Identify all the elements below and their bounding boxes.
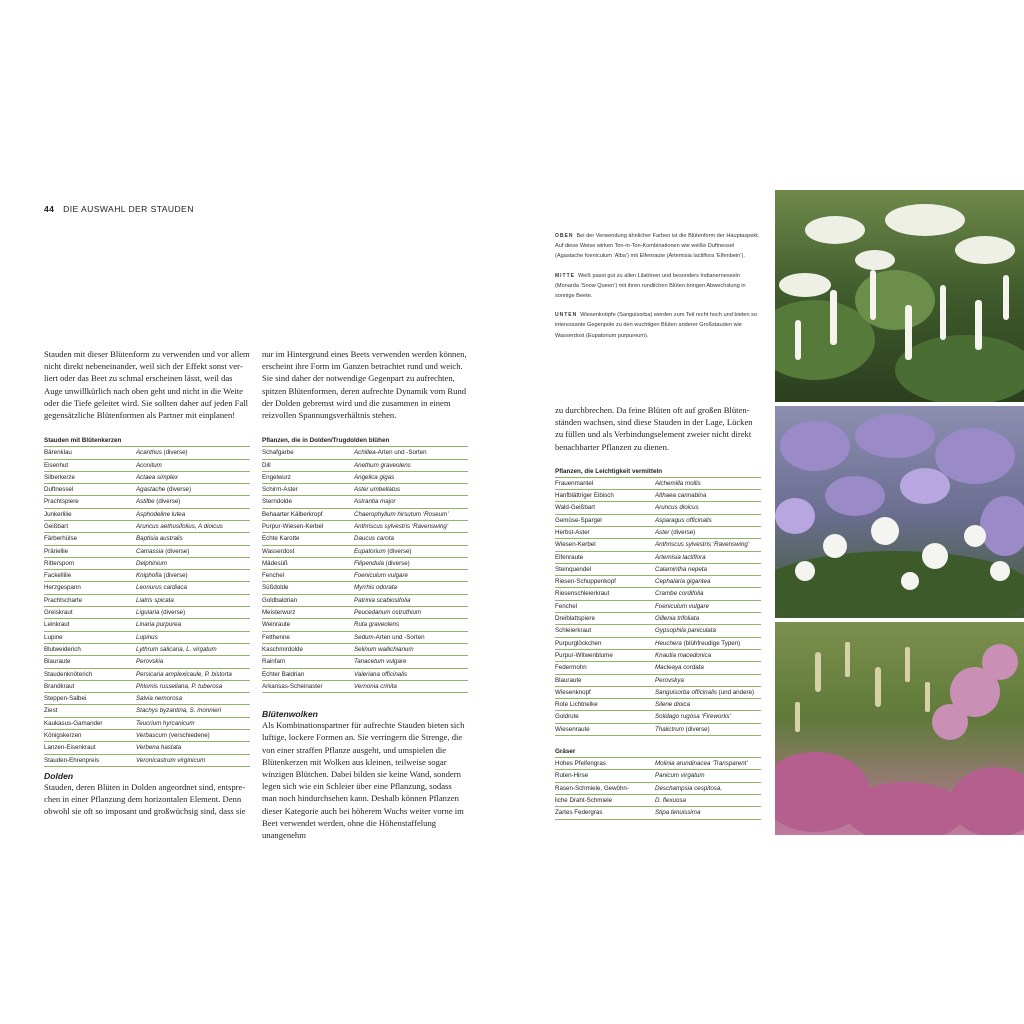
subheading-bluetenwolken: Blütenwolken (262, 709, 318, 720)
common-name: Zartes Federgras (555, 809, 603, 817)
common-name: Duftnessel (44, 486, 74, 494)
common-name: Stauden-Ehrenpreis (44, 756, 100, 764)
botanical-name: Foeniculum vulgare (354, 572, 408, 580)
botanical-name: Liatris spicata (136, 596, 174, 604)
table-row (262, 618, 468, 630)
common-name: Präriellie (44, 547, 69, 555)
botanical-name: Foeniculum vulgare (655, 602, 709, 610)
common-name: Brandkraut (44, 682, 75, 690)
botanical-name: Stipa tenuissima (655, 809, 701, 817)
table-row (555, 723, 761, 736)
chapter-title: DIE AUSWAHL DER STAUDEN (63, 204, 194, 214)
common-name: Fenchel (555, 602, 578, 610)
common-name: Steinquendel (555, 565, 592, 573)
table-title: Pflanzen, die in Dolden/Trugdolden blühen (262, 437, 390, 445)
table-row (555, 806, 761, 819)
botanical-name: Ruta graveolens (354, 621, 400, 629)
table-row (44, 520, 250, 532)
body-paragraph: zu durchbrechen. Da feine Blüten oft auf großen Blütenständen wachsen, sind diese Stauden in der Lage, Lücken zu füllen und als Verbindungselement zweier nicht direkt benachbarter Pflanzen zu dienen. (555, 405, 753, 452)
common-name: Wald-Geißbart (555, 504, 595, 512)
common-name: Echte Karotte (262, 535, 300, 543)
table-row (44, 655, 250, 667)
table-row (44, 532, 250, 544)
common-name: Wiesenraute (555, 725, 590, 733)
botanical-name: Perovskia (136, 658, 164, 666)
common-name: Schleierkraut (555, 627, 592, 635)
common-name: Elfenraute (555, 553, 584, 561)
table-row (555, 782, 761, 794)
plant-table-graeser (555, 746, 761, 819)
botanical-name: Aster umbellatus (354, 486, 401, 494)
table-row (555, 757, 761, 769)
table-row (262, 655, 468, 667)
botanical-name: Macleaya cordata (655, 664, 704, 672)
botanical-name: Lupinus (136, 633, 158, 641)
table-row (262, 643, 468, 655)
table-row (555, 686, 761, 698)
plant-table-dolden (262, 435, 468, 693)
common-name: Blauraute (555, 676, 582, 684)
botanical-name: Baptisia australis (136, 535, 183, 543)
column-2 (262, 348, 468, 841)
table-row (44, 545, 250, 557)
botanical-name: Panicum virgatum (655, 772, 705, 780)
table-row (44, 483, 250, 495)
common-name: Sterndolde (262, 498, 292, 506)
botanical-name: D. flexuosa (655, 796, 686, 804)
botanical-name: Salvia nemorosa (136, 695, 183, 703)
common-name: Schirm-Aster (262, 486, 298, 494)
table-row (262, 606, 468, 618)
botanical-name: Daucus carota (354, 535, 394, 543)
table-row (262, 508, 468, 520)
table-row (555, 489, 761, 501)
botanical-name: Solidago rugosa ‘Fireworks’ (655, 713, 732, 721)
common-name: Blutweiderich (44, 645, 81, 653)
common-name: Ruten-Hirse (555, 772, 589, 780)
page-number: 44 (44, 204, 55, 214)
table-row (555, 649, 761, 661)
botanical-name: Sedum-Arten und -Sorten (354, 633, 425, 641)
table-row (44, 594, 250, 606)
common-name: Riesenschleierkraut (555, 590, 610, 598)
botanical-name: Aruncus aethusifolius, A dioicus (136, 523, 223, 530)
botanical-name: Phlomis russeliana, P. tuberosa (136, 682, 223, 690)
common-name: Ziest (44, 707, 58, 715)
botanical-name: Myrrhis odorata (354, 584, 397, 592)
botanical-name: Anthriscus sylvestris ‘Ravenswing’ (354, 523, 449, 530)
botanical-name: Thalictrum (diverse) (655, 725, 710, 733)
common-name: Mädesüß (262, 559, 288, 567)
table-row (44, 459, 250, 471)
table-row (44, 692, 250, 704)
common-name: Bärenklau (44, 449, 72, 457)
botanical-name: Crambe cordifolia (655, 590, 704, 598)
table-row (555, 710, 761, 722)
table-row (44, 741, 250, 753)
botanical-name: Chaerophyllum hirsutum ‘Roseum’ (354, 510, 449, 518)
table-row (262, 668, 468, 680)
common-name: Greiskraut (44, 609, 73, 617)
table-row (262, 459, 468, 471)
botanical-name: Cephalaria gigantea (655, 578, 711, 586)
common-name: Wiesen-Kerbel (555, 541, 596, 549)
table-row (555, 563, 761, 575)
table-row (262, 520, 468, 532)
table-row (44, 754, 250, 767)
botanical-name: Calamintha nepeta (655, 565, 707, 573)
botanical-name: Camassia (diverse) (136, 547, 190, 555)
table-row (44, 606, 250, 618)
table-row (555, 624, 761, 636)
table-row (262, 483, 468, 495)
botanical-name: Tanacetum vulgare (354, 658, 407, 666)
botanical-name: Gypsophila paniculata (655, 627, 716, 635)
table-row (555, 637, 761, 649)
common-name: Rote Lichtnelke (555, 701, 598, 709)
caption-middle: MITTE Weiß passt gut zu allen Lilatönen und besonders Indianernesseln (Monarda ‘Snow Queen’) mit ihren rundlichen Blüten bringen Abwechslung in sonnige Beete. (555, 272, 746, 300)
table-row (555, 514, 761, 526)
botanical-name: Angelica gigas (354, 473, 395, 481)
botanical-name: Aruncus dioicus (655, 504, 699, 512)
caption-bottom: UNTEN Wiesenknöpfe (Sanguisorba) werden zum Teil recht hoch und bieten so interessante Gegenpole zu den wuchtigen Blüten anderer Großstauden wie Wasserdost (Eupatorium purpureum). (555, 312, 758, 339)
table-row (555, 612, 761, 624)
table-row (555, 674, 761, 686)
common-name: Kaukasus-Gamander (44, 719, 103, 727)
botanical-name: Alchemilla mollis (655, 479, 701, 487)
table-row (262, 471, 468, 483)
botanical-name: Vernonia crinita (354, 682, 397, 690)
botanical-name: Leonurus cardiaca (136, 584, 187, 592)
table-title: Stauden mit Blütenkerzen (44, 437, 122, 445)
common-name: Geißbart (44, 523, 69, 530)
table-row (555, 575, 761, 587)
botanical-name: Verbena hastata (136, 744, 182, 752)
botanical-name: Heuchera (blühfreudige Typen) (655, 639, 741, 647)
common-name: Fackellilie (44, 572, 72, 580)
table-row (44, 643, 250, 655)
table-row (44, 446, 250, 458)
table-row (262, 594, 468, 606)
common-name: Rasen-Schmiele, Gewöhn- (555, 784, 629, 792)
common-name: Goldbaldrian (262, 596, 298, 604)
common-name: Silberkerze (44, 473, 75, 481)
table-row (44, 508, 250, 520)
botanical-name: Valeriana officinalis (354, 670, 408, 678)
table-row (44, 631, 250, 643)
botanical-name: Filipendula (diverse) (354, 559, 410, 567)
caption-top: OBEN Bei der Verwendung ähnlicher Farben ist die Blütenform der Hauptaspekt. Auf diese Weise wirken Ton-in-Ton-Kombinationen wie weiße Duftnessel (Agastache foeniculum ‘Alba’) mit Elfenraute (Artemisia lactiflora ‘Elfenbein’). (555, 233, 760, 260)
botanical-name: Silene dioica (655, 701, 691, 709)
table-row (555, 794, 761, 806)
common-name: Engelwurz (262, 473, 291, 481)
common-name: Fenchel (262, 572, 285, 580)
common-name: Rittersporn (44, 559, 75, 567)
common-name: Färberhülse (44, 535, 78, 543)
table-row (44, 495, 250, 507)
botanical-name: Acanthus (diverse) (136, 449, 188, 457)
botanical-name: Eupatorium (diverse) (354, 547, 412, 555)
botanical-name: Lythrum salicaria, L. virgatum (136, 645, 217, 653)
table-row (44, 557, 250, 569)
botanical-name: Gillenia trifoliata (655, 615, 700, 623)
photo-white-flowers (775, 190, 1024, 402)
botanical-name: Achillea-Arten und -Sorten (354, 449, 427, 457)
table-row (44, 581, 250, 593)
common-name: Wasserdost (262, 547, 295, 555)
common-name: Echter Baldrian (262, 670, 305, 678)
table-row (555, 477, 761, 489)
common-name: Frauenmantel (555, 479, 594, 487)
body-paragraph: Stauden, deren Blüten in Dolden angeordnet sind, entsprechen in einer Pflanzung dem horizontalen Element. Denn obwohl sie oft so imposant und großwüchsig sind, dass sie (44, 781, 246, 817)
common-name: Riesen-Schuppenkopf (555, 578, 616, 586)
botanical-name: Deschampsia cespitosa, (655, 784, 723, 792)
table-row (555, 698, 761, 710)
subheading-dolden: Dolden (44, 770, 74, 781)
table-row (262, 545, 468, 557)
photo-captions (555, 231, 763, 350)
common-name: Lanzen-Eisenkraut (44, 744, 96, 752)
botanical-name: Althaea cannabina (655, 492, 707, 500)
table-row (44, 569, 250, 581)
plant-table-leichtigkeit (555, 466, 761, 736)
botanical-name: Aconitum (136, 461, 162, 469)
botanical-name: Molinia arundinacea ‘Transparent’ (655, 760, 748, 768)
common-name: Weinraute (262, 621, 291, 629)
common-name: Wiesenknopf (555, 688, 591, 696)
table-row (262, 581, 468, 593)
common-name: Federmohn (555, 664, 587, 672)
table-row (555, 661, 761, 673)
common-name: Purpur-Witwenblume (555, 651, 613, 659)
common-name: liche Draht-Schmiele (555, 796, 613, 804)
common-name: Hanfblättriger Eibisch (555, 492, 614, 500)
body-paragraph: nur im Hintergrund eines Beets verwenden werden können, erscheint ihre Form im Ganzen betrachtet rund und weich. Sie sind daher der notwendige Gegenpart zu aufrechten, spitzen Blütenformen, deren aufrechte Dynamik vom Rund der Dolden gebremst wird und die zusammen in einem reizvollen Spannungsverhältnis stehen. (262, 349, 467, 421)
botanical-name: Perovskya (655, 676, 684, 684)
running-header (44, 204, 194, 214)
common-name: Prachtscharte (44, 596, 83, 604)
common-name: Staudenknöterich (44, 670, 93, 678)
common-name: Königskerzen (44, 732, 82, 740)
table-row (44, 717, 250, 729)
body-paragraph: Stauden mit dieser Blütenform zu verwenden und vor allem nicht direkt nebeneinander, weil sich der Effekt sonst verliert oder das Beet zu schmal erscheinen lässt, weil das Auge unwillkürlich nach oben geht und nicht in die Weite oder die Tiefe geleitet wird. Sie sollten daher auf jeden Fall gegensätzliche Blütenformen als Partner mit einplanen! (44, 349, 250, 421)
table-row (262, 569, 468, 581)
botanical-name: Artemisia lactiflora (655, 553, 706, 561)
common-name: Süßdolde (262, 584, 289, 592)
common-name: Herzgespann (44, 584, 81, 592)
table-row (262, 557, 468, 569)
common-name: Lupine (44, 633, 63, 641)
botanical-name: Agastache (diverse) (136, 486, 192, 494)
table-row (555, 526, 761, 538)
table-row (44, 680, 250, 692)
common-name: Fetthenne (262, 633, 290, 641)
botanical-name: Sanguisorba officinalis (und andere) (655, 688, 755, 696)
botanical-name: Actaea simplex (136, 473, 178, 481)
botanical-name: Astilbe (diverse) (136, 498, 181, 506)
common-name: Prachtspiere (44, 498, 79, 506)
table-row (262, 532, 468, 544)
table-row (555, 551, 761, 563)
photo-pink-sanguisorba (775, 622, 1024, 835)
common-name: Dill (262, 461, 271, 469)
botanical-name: Verbascum (verschiedene) (136, 732, 210, 740)
body-paragraph: Als Kombinationspartner für aufrechte Stauden bieten sich luftige, lockere Formen an. Sie verringern die Strenge, die von einer straffen Pflanze ausgeht, und umspielen die Blütenkerzen mit Wolken aus kleinen, teilweise sogar winzigen Blütchen. Dabei bilden sie keine Wand, sondern legen sich wie ein Schleier über eine Pflanzung, sodass man noch hindurchsehen kann. Deshalb können Pflanzen dieser Kategorie auch bei höherem Wuchs weiter vorne im Beet verwendet werden, ohne die Höhenstaffelung unangenehm (262, 720, 465, 840)
common-name: Gemüse-Spargel (555, 516, 602, 524)
common-name: Kaschmirdolde (262, 645, 303, 653)
botanical-name: Asparagus officinalis (655, 516, 712, 524)
common-name: Schafgarbe (262, 449, 294, 457)
table-row (555, 538, 761, 550)
botanical-name: Anethum graveolens (354, 461, 411, 469)
botanical-name: Veronicastrum virginicum (136, 756, 206, 764)
common-name: Junkerlilie (44, 510, 72, 518)
botanical-name: Persicaria amplexicaule, P. bistorta (136, 670, 232, 678)
column-3 (555, 404, 761, 820)
table-row (262, 495, 468, 507)
table-title: Gräser (555, 748, 576, 756)
common-name: Eisenhut (44, 461, 69, 469)
table-row (555, 600, 761, 612)
table-row (555, 769, 761, 781)
common-name: Steppen-Salbei (44, 695, 87, 703)
common-name: Meisterwurz (262, 609, 296, 617)
table-row (555, 501, 761, 513)
table-title: Pflanzen, die Leichtigkeit vermitteln (555, 467, 663, 475)
table-row (44, 704, 250, 716)
botanical-name: Anthriscus sylvestris ‘Ravenswing’ (655, 541, 750, 549)
common-name: Leinkraut (44, 621, 70, 629)
botanical-name: Stachys byzantina, S. monnieri (136, 707, 221, 715)
common-name: Purpur-Wiesen-Kerbel (262, 523, 324, 530)
botanical-name: Delphinium (136, 559, 167, 567)
botanical-name: Aster (diverse) (655, 529, 696, 536)
common-name: Blauraute (44, 658, 71, 666)
botanical-name: Selinum wallichianum (354, 645, 414, 653)
botanical-name: Ligularia (diverse) (136, 609, 186, 617)
table-row (44, 668, 250, 680)
photo-lilac-flowers (775, 406, 1024, 618)
table-row (44, 618, 250, 630)
botanical-name: Astrantia major (354, 498, 396, 506)
table-row (555, 587, 761, 599)
column-1 (44, 348, 250, 818)
botanical-name: Linaria purpurea (136, 621, 182, 629)
plant-table-bluetenkerzen (44, 435, 250, 767)
table-row (44, 471, 250, 483)
common-name: Herbst-Aster (555, 529, 590, 536)
common-name: Rainfarn (262, 658, 286, 666)
common-name: Hohes Pfeifengras (555, 760, 606, 768)
botanical-name: Kniphofia (diverse) (136, 572, 188, 580)
common-name: Arkansas-Scheinaster (262, 682, 323, 690)
common-name: Behaarter Kälberkropf (262, 510, 323, 518)
botanical-name: Peucedanum ostruthium (354, 609, 422, 617)
table-row (262, 680, 468, 693)
table-row (262, 631, 468, 643)
table-row (44, 729, 250, 741)
botanical-name: Asphodeline lutea (136, 510, 186, 518)
common-name: Goldrute (555, 713, 579, 721)
botanical-name: Knautia macedonica (655, 651, 712, 659)
table-row (262, 446, 468, 458)
common-name: Purpurglöckchen (555, 639, 602, 647)
botanical-name: Patrinia scabiosifolia (354, 596, 411, 604)
common-name: Dreiblattspiere (555, 615, 595, 623)
botanical-name: Teucrium hyrcanicum (136, 719, 195, 727)
